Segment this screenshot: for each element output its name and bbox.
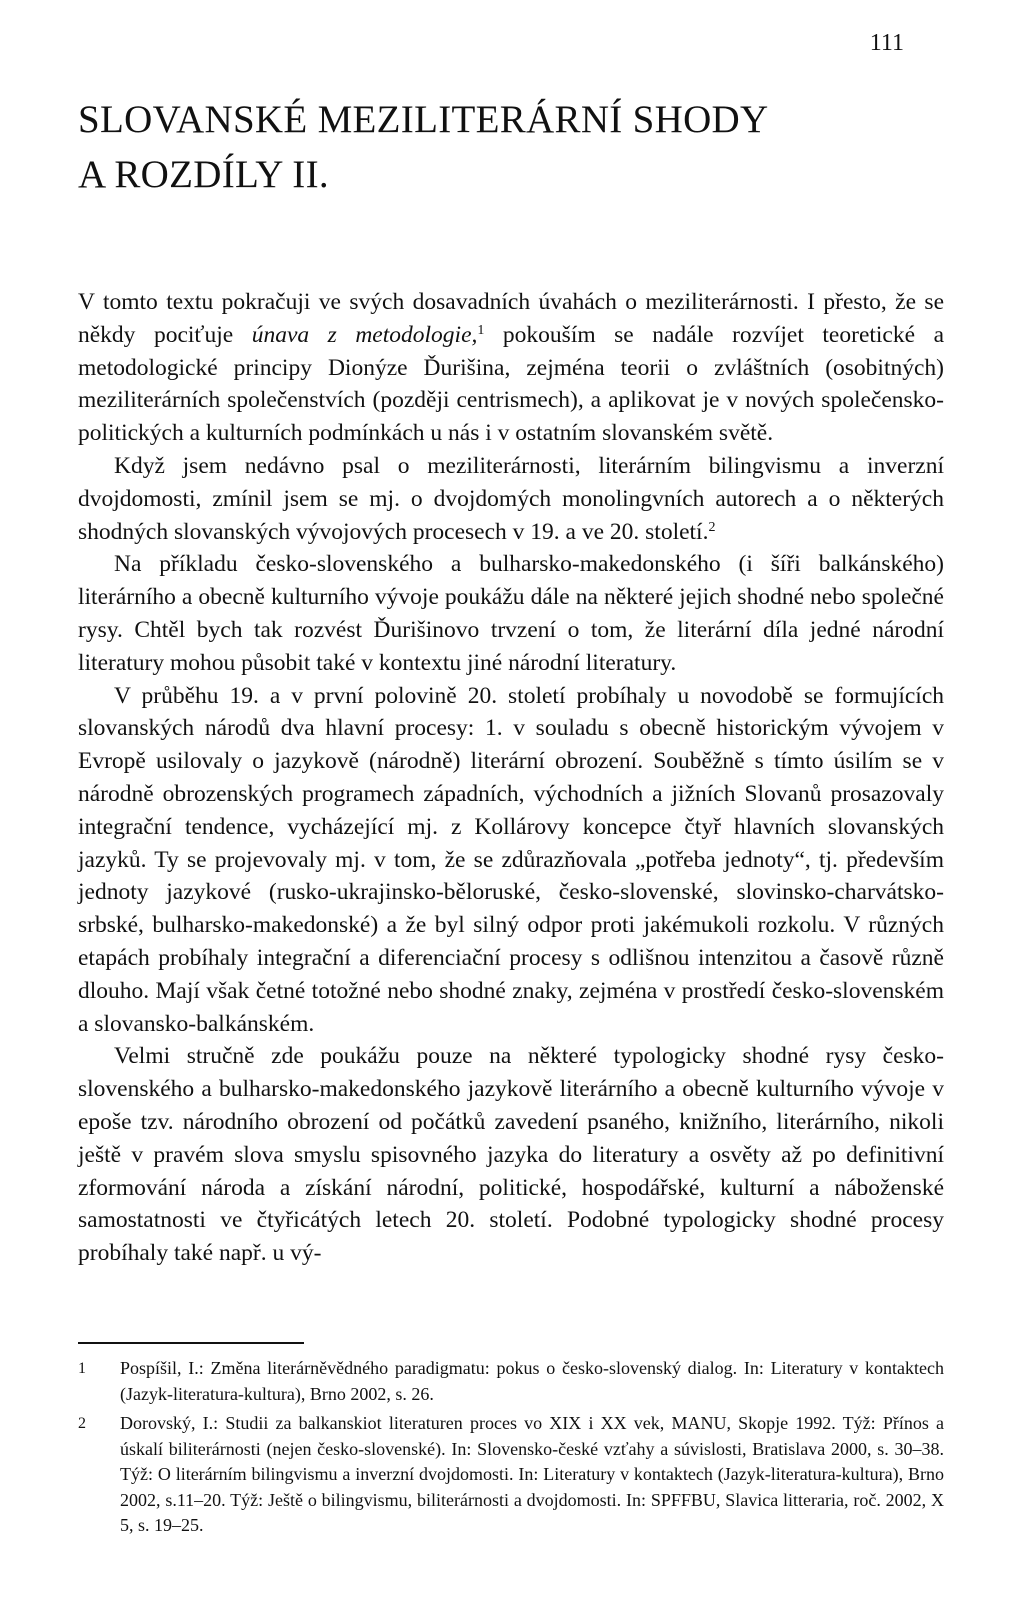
paragraph-2-text: Když jsem nedávno psal o meziliterárnosti, literárním bilingvismu a inverzní dvojdomosti, zmínil jsem se mj. o dvojdomých monolingvních autorech a o některých shodných slovanských vývojových procesech v 19. a ve 20. století.	[78, 452, 944, 545]
paragraph-4: V průběhu 19. a v první polovině 20. století probíhaly u novodobě se formujících slovanských národů dva hlavní procesy: 1. v souladu s obecně historickým vývojem v Evropě usilovaly o jazykově (národně) literární obrození. Souběžně s tímto úsilím se v národně obrozenských programech západních, východních a jižních Slovanů prosazovaly integrační tendence, vycházející mj. z Kollárovy koncepce čtyř hlavních slovanských jazyků. Ty se projevovaly mj. v tom, že se zdůrazňovala „potřeba jednoty“, tj. především jednoty jazykové (rusko-ukrajinsko-běloruské, česko-slovenské, slovinsko-charvátsko-srbské, bulharsko-makedonské) a že byl silný odpor proti jakémukoli rozkolu. V různých etapách probíhaly integrační a diferenciační procesy s odlišnou intenzitou a časově různě dlouho. Mají však četné totožné nebo shodné znaky, zejména v prostředí česko-slovenském a slovansko-balkánském.	[78, 682, 944, 1037]
footnote-2	[78, 1411, 944, 1539]
footnote-text: Pospíšil, I.: Změna literárněvědného paradigmatu: pokus o česko-slovenský dialog. In: Literatury v kontaktech (Jazyk-literatura-kultura), Brno 2002, s. 26.	[120, 1358, 944, 1404]
chapter-title-line-1: SLOVANSKÉ MEZILITERÁRNÍ SHODY	[78, 98, 769, 141]
footnote-number: 2	[78, 1415, 86, 1432]
footnote-text: Dorovský, I.: Studii za balkanskiot literaturen proces vo XIX i XX vek, MANU, Skopje 1992. Týž: Přínos a úskalí biliterárnosti (nejen česko-slovenské). In: Slovensko-české vzťahy a súvislosti, Bratislava 2000, s. 30–38. Týž: O literárním bilingvismu a inverzní dvojdomosti. In: Literatury v kontaktech (Jazyk-literatura-kultura), Brno 2002, s.11–20. Týž: Ještě o bilingvismu, biliterárnosti a dvojdomosti. In: SPFFBU, Slavica litteraria, roč. 2002, X 5, s. 19–25.	[120, 1413, 944, 1535]
chapter-title	[78, 92, 768, 202]
chapter-title-line-2: A ROZDÍLY II.	[78, 153, 329, 196]
paragraph-3: Na příkladu česko-slovenského a bulharsko-makedonského (i šíři balkánského) literárního a obecně kulturního vývoje poukážu dále na některé jejich shodné nebo společné rysy. Chtěl bych tak rozvést Ďurišinovo trvzení o tom, že literární díla jedné národní literatury mohou působit také v kontextu jiné národní literatury.	[78, 551, 944, 676]
footnote-ref-1: 1	[477, 322, 485, 338]
footnote-ref-2: 2	[708, 519, 716, 535]
paragraph-2	[78, 450, 944, 548]
body-text	[78, 286, 944, 1270]
italic-phrase: únava z metodologie,	[251, 321, 478, 348]
paragraph-1-text-a: V tomto textu pokračuji ve svých dosavadních úvahách o meziliterárnosti. I přesto, že se někdy pociťuje	[78, 289, 944, 348]
paragraph-5: Velmi stručně zde poukážu pouze na některé typologicky shodné rysy česko-slovenského a bulharsko-makedonského jazykově literárního a obecně kulturního vývoje v epoše tzv. národního obrození od počátků zavedení psaného, knižního, literárního, nikoli ještě v pravém slova smyslu spisovného jazyka do literatury a osvěty až po definitivní zformování národa a získání národní, politické, hospodářské, kulturní a náboženské samostatnosti ve čtyřicátých letech 20. století. Podobné typologicky shodné procesy probíhaly také např. u vý-	[78, 1043, 944, 1267]
paragraph-1-text-b: pokouším se nadále rozvíjet teoretické a metodologické principy Dionýze Ďurišina, zejména teorii o zvláštních (osobitných) meziliterárních společenstvích (později centrismech), a aplikovat je v nových společensko-politických a kulturních podmínkách u nás i v ostatním slovanském světě.	[78, 321, 944, 447]
footnote-1	[78, 1356, 944, 1407]
paragraph-1	[78, 286, 944, 450]
footnote-divider	[78, 1342, 304, 1344]
footnote-number: 1	[78, 1360, 86, 1377]
footnotes	[78, 1356, 944, 1543]
page-number: 111	[869, 30, 904, 56]
